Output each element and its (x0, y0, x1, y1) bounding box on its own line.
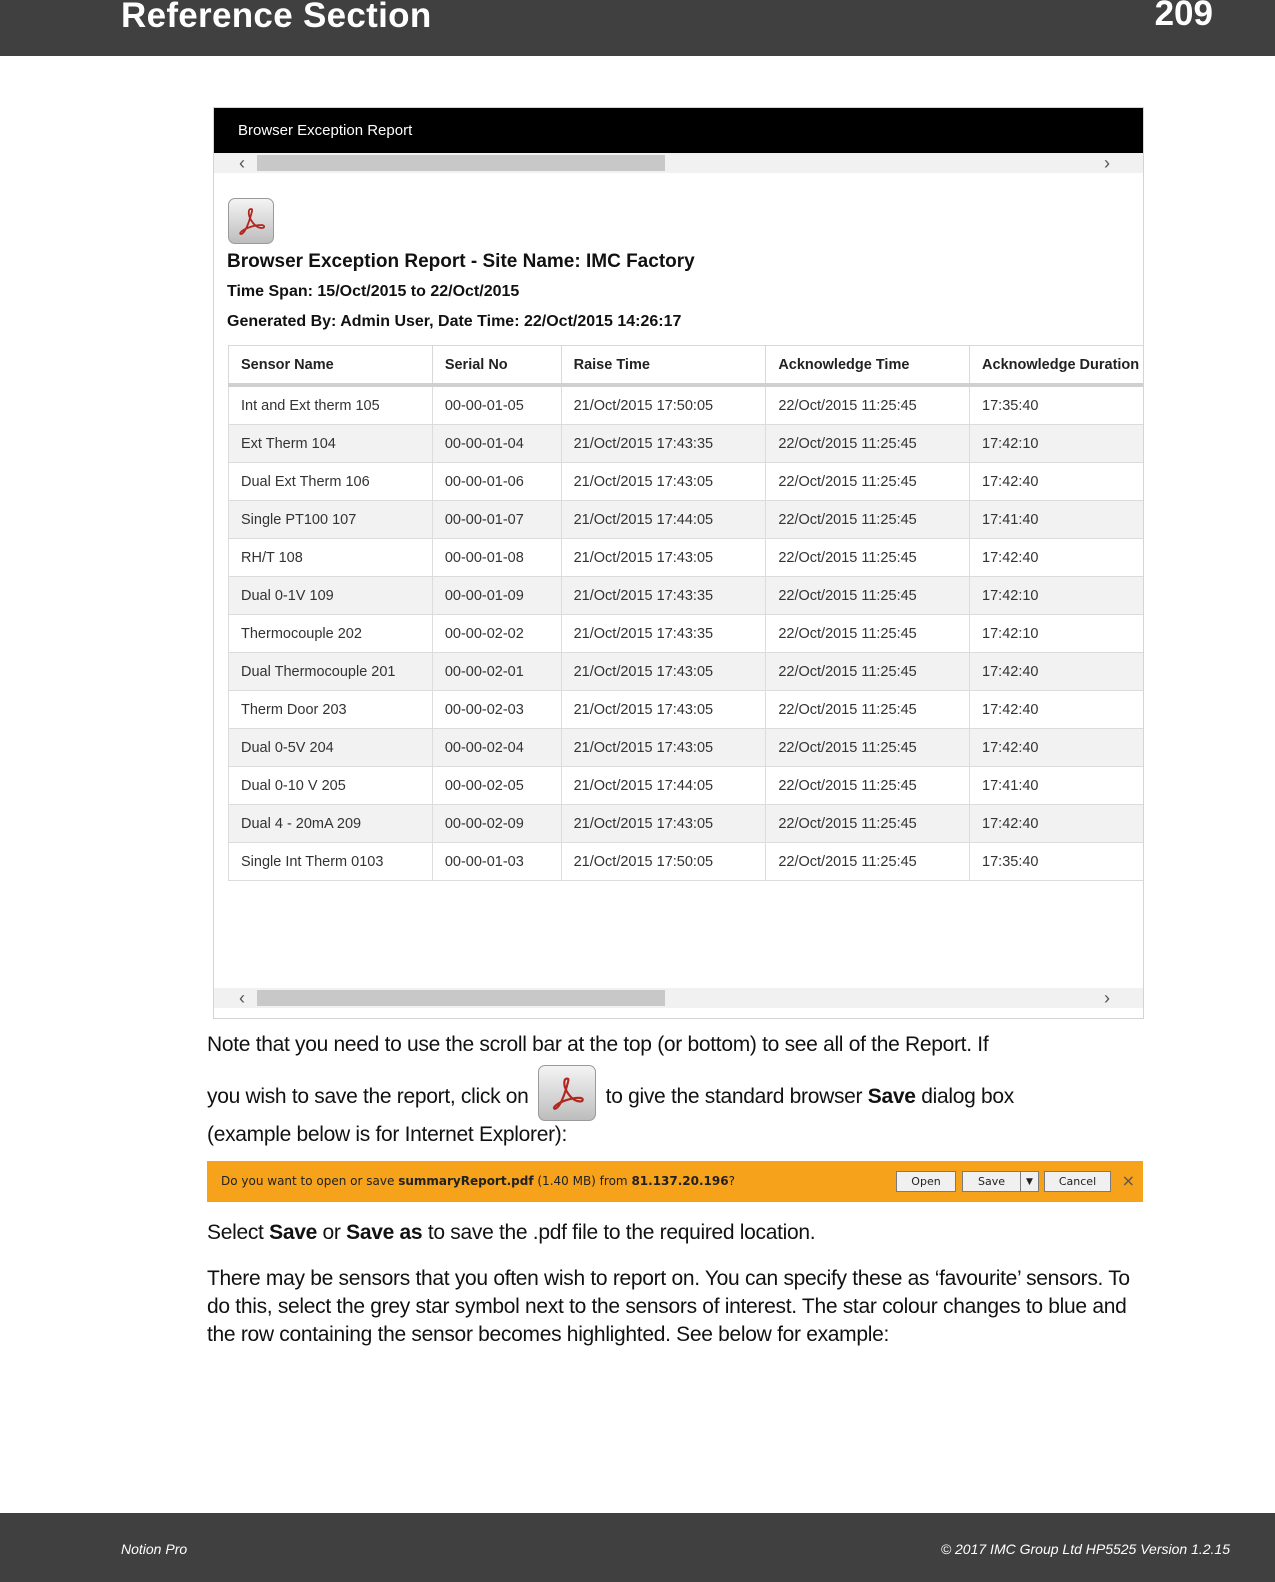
scroll-right-icon[interactable]: › (1104, 153, 1110, 173)
table-row (229, 385, 1145, 425)
pdf-export-button[interactable] (228, 198, 274, 244)
page-number: 209 (1154, 0, 1213, 33)
table-cell: 00-00-02-02 (432, 615, 561, 653)
column-header: Acknowledge Duration (970, 346, 1144, 386)
text-bold: Save as (346, 1221, 423, 1244)
text-span: Select (207, 1221, 264, 1244)
footer-copyright: © 2017 IMC Group Ltd HP5525 Version 1.2.15 (940, 1541, 1230, 1557)
table-cell: 17:42:40 (970, 539, 1144, 577)
section-title: Reference Section (121, 0, 432, 35)
table-cell: 00-00-01-06 (432, 463, 561, 501)
scroll-thumb[interactable] (257, 990, 665, 1006)
table-row (229, 501, 1145, 539)
text-bold: Save (269, 1221, 317, 1244)
table-cell: 00-00-02-01 (432, 653, 561, 691)
scroll-left-icon[interactable]: ‹ (239, 988, 245, 1008)
table-cell: 00-00-01-09 (432, 577, 561, 615)
table-cell: 21/Oct/2015 17:43:35 (561, 577, 766, 615)
table-cell: 17:41:40 (970, 767, 1144, 805)
text-line (207, 1065, 1147, 1121)
table-header-row (229, 346, 1145, 386)
table-cell: 22/Oct/2015 11:25:45 (766, 385, 970, 425)
text-span: you wish to save the report, click on (207, 1085, 529, 1108)
save-button[interactable]: Save (962, 1171, 1021, 1192)
text-span: Do you want to open or save (221, 1174, 395, 1188)
table-cell: 17:42:40 (970, 729, 1144, 767)
text-span: to give the standard browser (605, 1085, 863, 1108)
column-header: Acknowledge Time (766, 346, 970, 386)
report-window (213, 107, 1144, 1019)
table-cell: 00-00-02-04 (432, 729, 561, 767)
table-cell: Dual 4 - 20mA 209 (229, 805, 433, 843)
page-header (0, 0, 1275, 56)
table-cell: 22/Oct/2015 11:25:45 (766, 539, 970, 577)
scroll-thumb[interactable] (257, 155, 665, 171)
table-cell: 21/Oct/2015 17:43:05 (561, 539, 766, 577)
table-cell: 21/Oct/2015 17:43:05 (561, 805, 766, 843)
table-cell: 21/Oct/2015 17:43:05 (561, 653, 766, 691)
table-cell: 21/Oct/2015 17:44:05 (561, 501, 766, 539)
table-cell: 21/Oct/2015 17:43:35 (561, 425, 766, 463)
text-span: or (322, 1221, 341, 1244)
table-cell: RH/T 108 (229, 539, 433, 577)
table-cell: Thermocouple 202 (229, 615, 433, 653)
report-generated-by: Generated By: Admin User, Date Time: 22/Oct/2015 14:26:17 (227, 313, 682, 330)
text-line: Note that you need to use the scroll bar at the top (or bottom) to see all of the Report. If (207, 1033, 989, 1056)
download-message (221, 1174, 735, 1188)
column-header: Sensor Name (229, 346, 433, 386)
scroll-right-icon[interactable]: › (1104, 988, 1110, 1008)
paragraph-save-instruction (207, 1219, 1147, 1247)
cancel-button[interactable]: Cancel (1044, 1171, 1111, 1192)
report-window-title: Browser Exception Report (238, 122, 413, 139)
paragraph-scroll-note (207, 1031, 1147, 1149)
table-cell: Therm Door 203 (229, 691, 433, 729)
text-line: (example below is for Internet Explorer): (207, 1123, 568, 1146)
table-row (229, 577, 1145, 615)
page-footer (0, 1513, 1275, 1582)
pdf-inline-icon (538, 1065, 596, 1121)
table-cell: 21/Oct/2015 17:43:05 (561, 729, 766, 767)
table-cell: 22/Oct/2015 11:25:45 (766, 501, 970, 539)
text-span: ? (728, 1174, 735, 1188)
table-cell: 21/Oct/2015 17:43:05 (561, 463, 766, 501)
table-cell: 17:42:10 (970, 615, 1144, 653)
table-cell: 00-00-02-09 (432, 805, 561, 843)
table-cell: 22/Oct/2015 11:25:45 (766, 615, 970, 653)
table-cell: 22/Oct/2015 11:25:45 (766, 425, 970, 463)
bottom-scrollbar[interactable] (214, 988, 1143, 1008)
table-cell: 22/Oct/2015 11:25:45 (766, 653, 970, 691)
table-row (229, 615, 1145, 653)
open-button[interactable]: Open (896, 1171, 956, 1192)
table-cell: 17:42:40 (970, 463, 1144, 501)
table-cell: 22/Oct/2015 11:25:45 (766, 729, 970, 767)
scroll-left-icon[interactable]: ‹ (239, 153, 245, 173)
close-icon[interactable]: × (1121, 1171, 1135, 1190)
table-cell: Dual 0-5V 204 (229, 729, 433, 767)
table-row (229, 729, 1145, 767)
table-cell: 22/Oct/2015 11:25:45 (766, 577, 970, 615)
table-cell: 17:42:10 (970, 425, 1144, 463)
table-cell: 17:35:40 (970, 385, 1144, 425)
text-span: (1.40 MB) from (537, 1174, 628, 1188)
pdf-icon (236, 206, 266, 236)
table-cell: 22/Oct/2015 11:25:45 (766, 767, 970, 805)
table-cell: 00-00-01-03 (432, 843, 561, 881)
table-row (229, 767, 1145, 805)
table-cell: 17:42:40 (970, 691, 1144, 729)
table-row (229, 425, 1145, 463)
table-cell: 00-00-01-04 (432, 425, 561, 463)
table-cell: Ext Therm 104 (229, 425, 433, 463)
table-row (229, 653, 1145, 691)
column-header: Serial No (432, 346, 561, 386)
table-cell: 21/Oct/2015 17:44:05 (561, 767, 766, 805)
report-heading: Browser Exception Report - Site Name: IMC Factory (227, 251, 695, 272)
paragraph-favourites: There may be sensors that you often wish to report on. You can specify these as ‘favourite’ sensors. To do this, select the grey star symbol next to the sensors of interest. The star colour changes to blue and the row containing the sensor becomes highlighted. See below for example: (207, 1267, 1130, 1346)
table-cell: 22/Oct/2015 11:25:45 (766, 843, 970, 881)
table-cell: 00-00-01-05 (432, 385, 561, 425)
report-titlebar (214, 108, 1143, 153)
table-cell: 17:42:40 (970, 653, 1144, 691)
text-span: dialog box (921, 1085, 1014, 1108)
table-cell: 17:41:40 (970, 501, 1144, 539)
top-scrollbar[interactable] (214, 153, 1143, 173)
table-cell: 21/Oct/2015 17:43:35 (561, 615, 766, 653)
table-cell: Single Int Therm 0103 (229, 843, 433, 881)
table-row (229, 463, 1145, 501)
download-filename: summaryReport.pdf (398, 1174, 534, 1188)
pdf-icon (549, 1075, 585, 1111)
table-cell: Single PT100 107 (229, 501, 433, 539)
report-time-span: Time Span: 15/Oct/2015 to 22/Oct/2015 (227, 283, 520, 300)
column-header: Raise Time (561, 346, 766, 386)
exception-table (228, 345, 1144, 881)
table-cell: 00-00-02-05 (432, 767, 561, 805)
table-cell: 00-00-02-03 (432, 691, 561, 729)
footer-product: Notion Pro (121, 1541, 188, 1557)
save-dropdown-button[interactable]: ▼ (1020, 1171, 1039, 1192)
table-cell: Dual 0-10 V 205 (229, 767, 433, 805)
table-cell: 22/Oct/2015 11:25:45 (766, 691, 970, 729)
table-row (229, 691, 1145, 729)
table-cell: 00-00-01-08 (432, 539, 561, 577)
table-row (229, 843, 1145, 881)
table-cell: Dual Thermocouple 201 (229, 653, 433, 691)
table-row (229, 539, 1145, 577)
download-host: 81.137.20.196 (631, 1174, 729, 1188)
table-body (229, 385, 1145, 881)
table-cell: Dual 0-1V 109 (229, 577, 433, 615)
table-cell: 22/Oct/2015 11:25:45 (766, 805, 970, 843)
table-cell: 21/Oct/2015 17:50:05 (561, 843, 766, 881)
text-span: to save the .pdf file to the required location. (427, 1221, 816, 1244)
table-cell: 22/Oct/2015 11:25:45 (766, 463, 970, 501)
table-cell: 21/Oct/2015 17:43:05 (561, 691, 766, 729)
download-notification-bar (207, 1161, 1143, 1202)
table-cell: Int and Ext therm 105 (229, 385, 433, 425)
table-cell: 17:42:10 (970, 577, 1144, 615)
table-cell: 17:35:40 (970, 843, 1144, 881)
table-row (229, 805, 1145, 843)
table-cell: 00-00-01-07 (432, 501, 561, 539)
text-bold: Save (867, 1085, 916, 1108)
table-cell: 17:42:40 (970, 805, 1144, 843)
table-cell: Dual Ext Therm 106 (229, 463, 433, 501)
table-cell: 21/Oct/2015 17:50:05 (561, 385, 766, 425)
